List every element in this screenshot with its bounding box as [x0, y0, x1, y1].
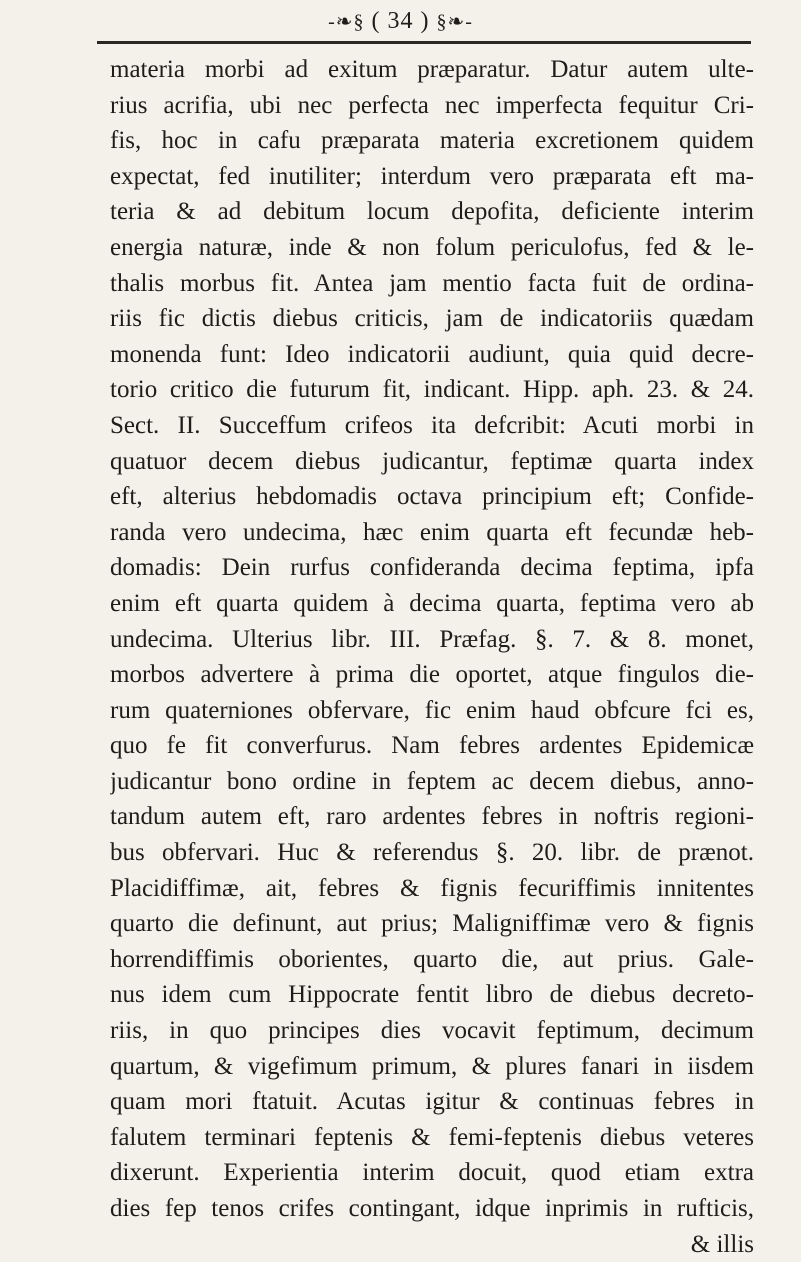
text-line: morbos advertere à prima die oportet, atque fingulos die-: [110, 661, 754, 689]
text-line: falutem terminari feptenis & femi-feptenis diebus veteres: [110, 1123, 754, 1151]
text-line: enim eft quarta quidem à decima quarta, feptima vero ab: [110, 589, 754, 617]
text-line: thalis morbus fit. Antea jam mentio facta fuit de ordina-: [110, 269, 754, 297]
text-line: quatuor decem diebus judicantur, feptimæ quarta index: [110, 447, 754, 475]
text-line: rum quaterniones obfervare, fic enim haud obfcure fci es,: [110, 696, 754, 724]
text-line: dies fep tenos crifes contingant, idque inprimis in rufticis,: [110, 1195, 754, 1222]
text-line: undecima. Ulterius libr. III. Præfag. §. 7. & 8. monet,: [110, 625, 754, 653]
text-line: eft, alterius hebdomadis octava principium eft; Confide-: [110, 483, 754, 511]
text-line: tandum autem eft, raro ardentes febres in noftris regioni-: [110, 803, 754, 831]
text-line: teria & ad debitum locum depofita, deficiente interim: [110, 198, 754, 226]
text-line: monenda funt: Ideo indicatorii audiunt, quia quid decre-: [110, 340, 754, 368]
text-line: horrendiffimis oborientes, quarto die, aut prius. Gale-: [110, 945, 754, 973]
text-line: riis fic dictis diebus criticis, jam de indicatoriis quædam: [110, 305, 754, 333]
text-line: randa vero undecima, hæc enim quarta eft fecundæ heb-: [110, 518, 754, 546]
body-text: [110, 52, 754, 1262]
text-line: & illis: [690, 1230, 754, 1258]
text-line: torio critico die futurum fit, indicant. Hipp. aph. 23. & 24.: [110, 376, 754, 404]
text-line: energia naturæ, inde & non folum periculofus, fed & le-: [110, 233, 754, 261]
text-line: dixerunt. Experientia interim docuit, quod etiam extra: [110, 1159, 754, 1187]
ornament-left: -❧§: [328, 11, 365, 33]
text-line: fis, hoc in cafu præparata materia excretionem quidem: [110, 127, 754, 155]
text-line: materia morbi ad exitum præparatur. Datur autem ulte-: [110, 56, 754, 83]
text-line: quo fe fit converfurus. Nam febres ardentes Epidemicæ: [110, 732, 754, 760]
page-header: [0, 8, 801, 38]
text-line: expectat, fed inutiliter; interdum vero præparata eft ma-: [110, 162, 754, 190]
text-line: Sect. II. Succeffum crifeos ita defcribit: Acuti morbi in: [110, 411, 754, 439]
text-line: riis, in quo principes dies vocavit feptimum, decimum: [110, 1017, 754, 1045]
text-line: judicantur bono ordine in feptem ac decem diebus, anno-: [110, 767, 754, 795]
ornament-right: §❧-: [436, 11, 473, 33]
text-line: rius acrifia, ubi nec perfecta nec imperfecta fequitur Cri-: [110, 91, 754, 119]
text-line: domadis: Dein rurfus confideranda decima feptima, ipfa: [110, 554, 754, 582]
page-number: ( 34 ): [371, 8, 430, 34]
text-line: bus obfervari. Huc & referendus §. 20. libr. de prænot.: [110, 839, 754, 867]
text-line: quam mori ftatuit. Acutas igitur & continuas febres in: [110, 1088, 754, 1116]
text-line: nus idem cum Hippocrate fentit libro de diebus decreto-: [110, 981, 754, 1009]
text-line: Placidiffimæ, ait, febres & fignis fecuriffimis innitentes: [110, 874, 754, 902]
header-rule: [97, 41, 751, 44]
text-line: quartum, & vigefimum primum, & plures fanari in iisdem: [110, 1052, 754, 1080]
text-line: quarto die definunt, aut prius; Maligniffimæ vero & fignis: [110, 910, 754, 938]
